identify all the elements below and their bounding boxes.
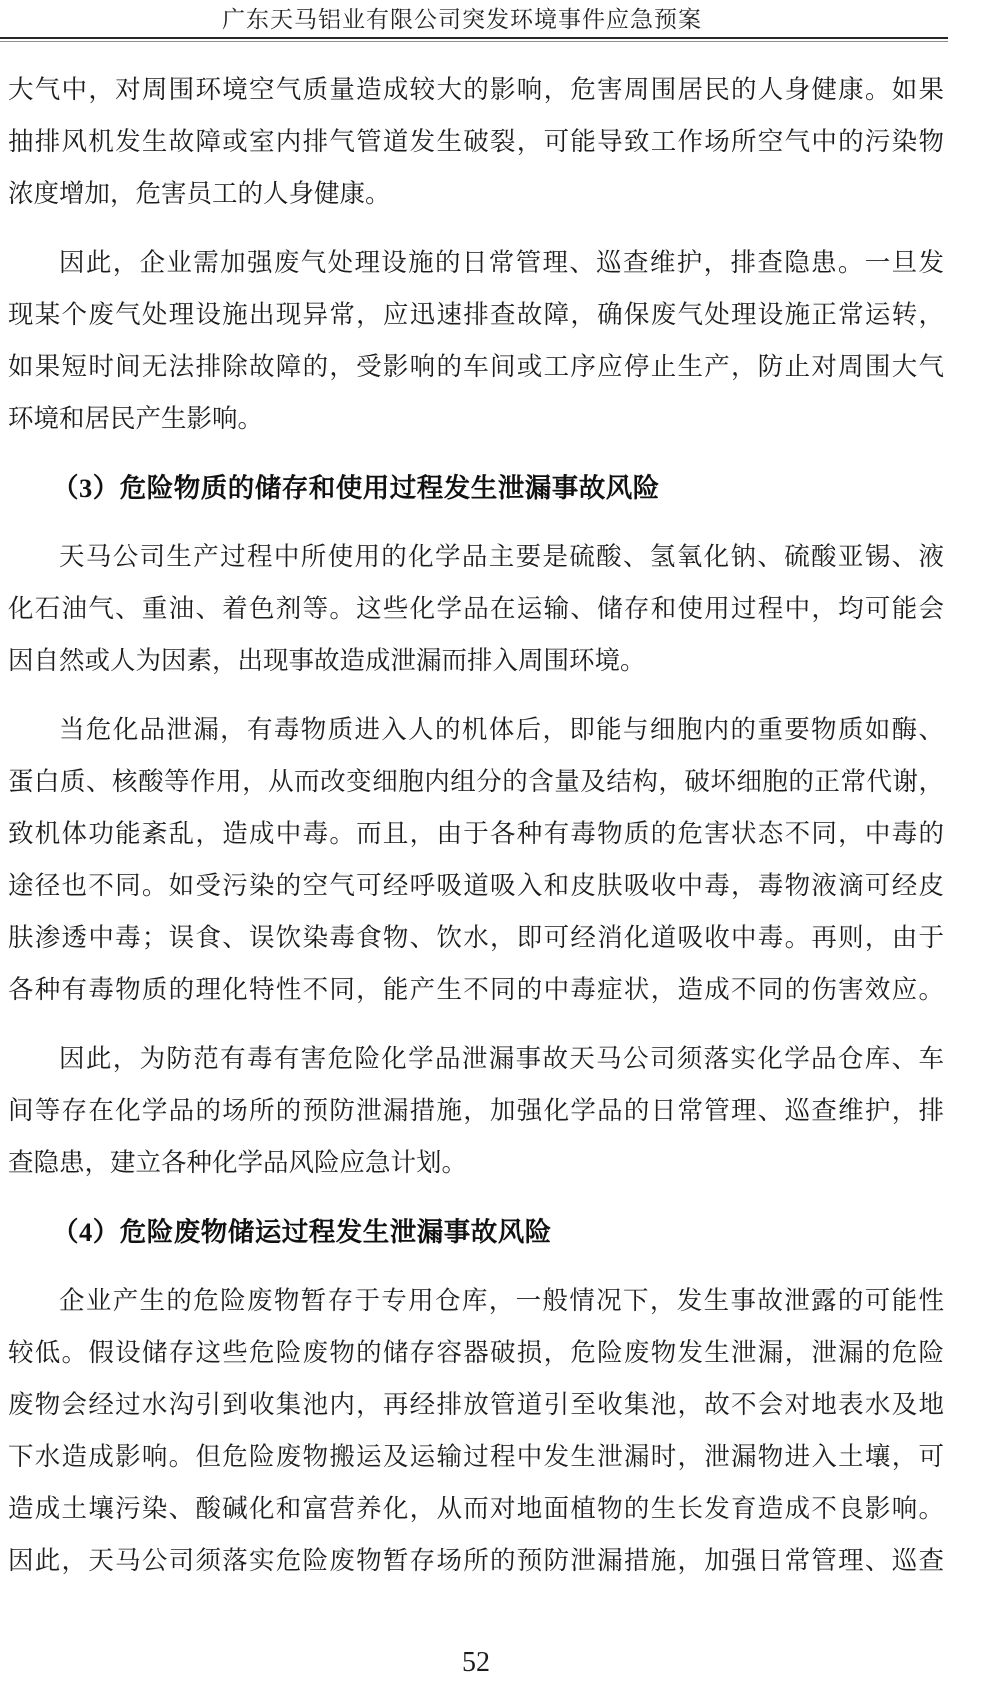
text-line: 因此，企业需加强废气处理设施的日常管理、巡查维护，排查隐患。一旦发 bbox=[59, 248, 944, 277]
paragraph-waste-gas-management bbox=[8, 237, 944, 445]
text-line: 因自然或人为因素，出现事故造成泄漏而排入周围环境。 bbox=[8, 646, 646, 675]
header-divider-rule bbox=[0, 37, 948, 42]
text-line: 环境和居民产生影响。 bbox=[8, 404, 264, 433]
text-line: 较低。假设储存这些危险废物的储存容器破损，危险废物发生泄漏，泄漏的危险 bbox=[8, 1338, 944, 1367]
paragraph-chemicals-used bbox=[8, 531, 944, 687]
text-line: 浓度增加，危害员工的人身健康。 bbox=[8, 179, 391, 208]
document-body bbox=[8, 64, 944, 1587]
page-header bbox=[0, 0, 1000, 42]
text-line: 现某个废气处理设施出现异常，应迅速排查故障，确保废气处理设施正常运转， bbox=[8, 300, 944, 329]
paragraph-air-impact bbox=[8, 64, 944, 220]
text-line: 蛋白质、核酸等作用，从而改变细胞内组分的含量及结构，破坏细胞的正常代谢， bbox=[8, 767, 944, 796]
text-line: 因此，天马公司须落实危险废物暂存场所的预防泄漏措施，加强日常管理、巡查 bbox=[8, 1546, 944, 1575]
text-line: 企业产生的危险废物暂存于专用仓库，一般情况下，发生事故泄露的可能性 bbox=[59, 1286, 944, 1315]
paragraph-chemical-leak-prevention bbox=[8, 1033, 944, 1189]
document-header-title: 广东天马铝业有限公司突发环境事件应急预案 bbox=[222, 7, 702, 32]
text-line: 天马公司生产过程中所使用的化学品主要是硫酸、氢氧化钠、硫酸亚锡、液 bbox=[59, 542, 944, 571]
heading-text: （3）危险物质的储存和使用过程发生泄漏事故风险 bbox=[52, 473, 660, 503]
section-heading-3 bbox=[8, 462, 944, 514]
text-line: 各种有毒物质的理化特性不同，能产生不同的中毒症状，造成不同的伤害效应。 bbox=[8, 975, 944, 1004]
text-line: 间等存在化学品的场所的预防泄漏措施，加强化学品的日常管理、巡查维护，排 bbox=[8, 1096, 944, 1125]
text-line: 途径也不同。如受污染的空气可经呼吸道吸入和皮肤吸收中毒，毒物液滴可经皮 bbox=[8, 871, 944, 900]
text-line: 废物会经过水沟引到收集池内，再经排放管道引至收集池，故不会对地表水及地 bbox=[8, 1390, 944, 1419]
paragraph-hazardous-waste-storage bbox=[8, 1275, 944, 1587]
text-line: 下水造成影响。但危险废物搬运及运输过程中发生泄漏时，泄漏物进入土壤，可 bbox=[8, 1442, 944, 1471]
text-line: 因此，为防范有毒有害危险化学品泄漏事故天马公司须落实化学品仓库、车 bbox=[59, 1044, 944, 1073]
text-line: 查隐患，建立各种化学品风险应急计划。 bbox=[8, 1148, 468, 1177]
heading-text: （4）危险废物储运过程发生泄漏事故风险 bbox=[52, 1217, 552, 1247]
text-line: 抽排风机发生故障或室内排气管道发生破裂，可能导致工作场所空气中的污染物 bbox=[8, 127, 944, 156]
text-line: 造成土壤污染、酸碱化和富营养化，从而对地面植物的生长发育造成不良影响。 bbox=[8, 1494, 944, 1523]
text-line: 如果短时间无法排除故障的，受影响的车间或工序应停止生产，防止对周围大气 bbox=[8, 352, 944, 381]
page-number: 52 bbox=[462, 1647, 490, 1678]
text-line: 大气中，对周围环境空气质量造成较大的影响，危害周围居民的人身健康。如果 bbox=[8, 75, 944, 104]
text-line: 化石油气、重油、着色剂等。这些化学品在运输、储存和使用过程中，均可能会 bbox=[8, 594, 944, 623]
text-line: 致机体功能紊乱，造成中毒。而且，由于各种有毒物质的危害状态不同，中毒的 bbox=[8, 819, 944, 848]
text-line: 当危化品泄漏，有毒物质进入人的机体后，即能与细胞内的重要物质如酶、 bbox=[59, 715, 944, 744]
text-line: 肤渗透中毒；误食、误饮染毒食物、饮水，即可经消化道吸收中毒。再则，由于 bbox=[8, 923, 944, 952]
section-heading-4 bbox=[8, 1206, 944, 1258]
paragraph-poisoning-mechanism bbox=[8, 704, 944, 1016]
